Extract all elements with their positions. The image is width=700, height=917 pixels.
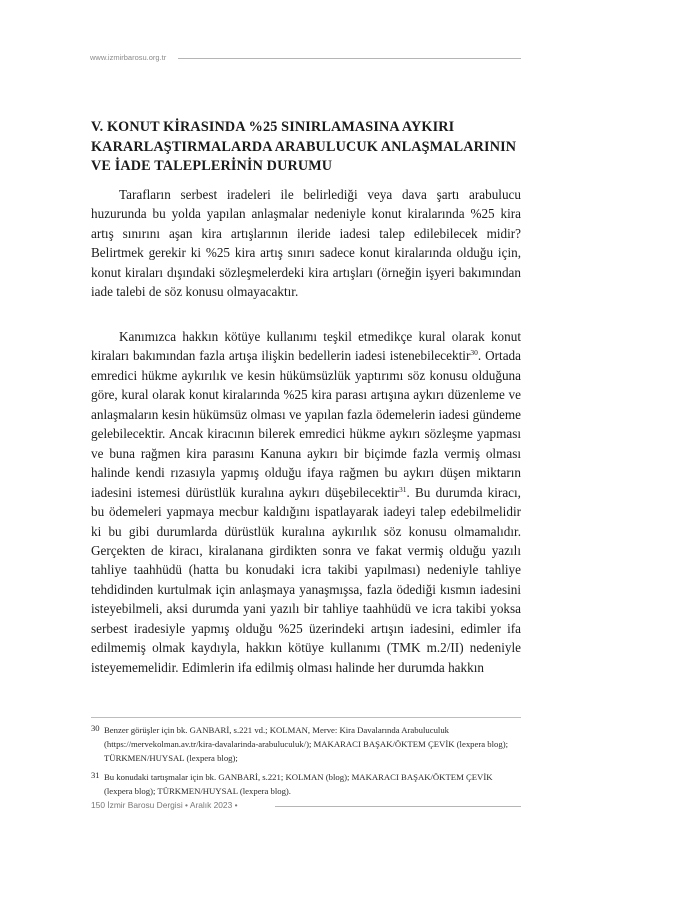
footnote-ref-31[interactable]: 31 <box>399 484 407 494</box>
footer-separator: • <box>234 800 238 810</box>
section-title-line-3: VE İADE TALEPLERİNİN DURUMU <box>91 158 333 174</box>
footnote-number: 31 <box>91 770 100 780</box>
section-title-line-1: V. KONUT KİRASINDA %25 SINIRLAMASINA AYKIRI <box>91 119 455 135</box>
paragraph-1 <box>91 185 521 302</box>
paragraph-2 <box>91 327 521 677</box>
paragraph-1-text: Tarafların serbest iradeleri ile belirlediği veya dava şartı arabulucu huzurunda bu yolda yapılan anlaşmalar nedeniyle konut kiralarında %25 kira artış sınırını aşan kira artışlarının ileride iadesi talep edilebilecek midir? Belirtmek gerekir ki %25 kira artış sınırı sadece konut kiralarında olduğu için, konut kiraları dışındaki sözleşmelerdeki kira artışları (örneğin işyeri bakımından iade talebi de söz konusu olmayacaktır. <box>91 187 521 300</box>
paragraph-2-text-b: . Ortada emredici hükme aykırılık ve kesin hükümsüzlük yaptırımı söz konusu olduğuna göre, kural olarak konut kiralarında %25 kira parası artışına aykırı düzenleme ve anlaşmaların kesin hükümsüz olması ve yapılan fazla ödemelerin iadesi gündeme gelebilecektir. Ancak kiracının bilerek emredici hükme aykırı sözleşme yapması ve buna rağmen kira parasını Kanuna aykırı bir biçimde fazla vermiş olması halinde kendi rızasıyla yapmış olduğu ifaya rağmen bu aykırı düşen miktarın iadesini istemesi dürüstlük kuralına aykırı düşebilecektir <box>91 348 521 500</box>
journal-name: İzmir Barosu Dergisi <box>107 800 183 810</box>
section-title-line-2: KARARLAŞTIRMALARDA ARABULUCUK ANLAŞMALARININ <box>91 138 517 155</box>
section-title <box>91 118 521 177</box>
footnote-number: 30 <box>91 723 100 733</box>
page-number: 150 <box>91 800 105 810</box>
footnote-text: Benzer görüşler için bk. GANBARİ, s.221 vd.; KOLMAN, Merve: Kira Davalarında Arabuluculuk (https://mervekolman.av.tr/kira-davalarinda-arabuluculuk/); MAKARACI BAŞAK/ÖKTEM ÇEVİK (lexpera blog); TÜRKMEN/HUYSAL (lexpera blog); <box>104 725 509 763</box>
footer-rule <box>275 806 521 807</box>
header-rule <box>178 58 521 59</box>
page-footer <box>91 800 238 810</box>
paragraph-2-text-a: Kanımızca hakkın kötüye kullanımı teşkil etmedikçe kural olarak konut kiraları bakımından fazla artışa ilişkin bedellerin iadesi istenebilecektir <box>91 329 521 364</box>
footnote-divider <box>91 717 521 718</box>
footnote-text: Bu konudaki tartışmalar için bk. GANBARİ, s.221; KOLMAN (blog); MAKARACI BAŞAK/ÖKTEM ÇEVİK (lexpera blog); TÜRKMEN/HUYSAL (lexpera blog). <box>104 772 493 796</box>
footnote-31 <box>91 771 521 799</box>
footnote-ref-30[interactable]: 30 <box>470 348 478 358</box>
footer-separator: • <box>185 800 188 810</box>
paragraph-2-text-c: . Bu durumda kiracı, bu ödemeleri yapmaya mecbur kaldığını ispatlayarak iadeyi talep edebilmelidir ki bu gibi durumlarda dürüstlük kuralına aykırılık söz konusu olmamalıdır. Gerçekten de kiracı, kiralanana girdikten sonra ve fakat vermiş olduğu yazılı tahliye taahhüdü (hatta bu konudaki icra takibi yapılması) nedeniyle tahliye tehdidinden kurtulmak için anlaşmaya yanaşmışsa, fazla ödediği kısmın iadesini isteyebilmeli, aksi durumda yani yazılı bir tahliye taahhüdü ve icra takibi yoksa serbest iradesiyle yapmış olduğu %25 üzerindeki artışın iadesini, edimler ifa edilmemiş olmak kaydıyla, hakkın kötüye kullanımı (TMK m.2/II) nedeniyle isteyememelidir. Edimlerin ifa edilmiş olması halinde her durumda hakkın <box>91 484 521 675</box>
footnote-30 <box>91 724 521 765</box>
header-url: www.izmirbarosu.org.tr <box>90 53 167 62</box>
issue-date: Aralık 2023 <box>189 800 233 810</box>
